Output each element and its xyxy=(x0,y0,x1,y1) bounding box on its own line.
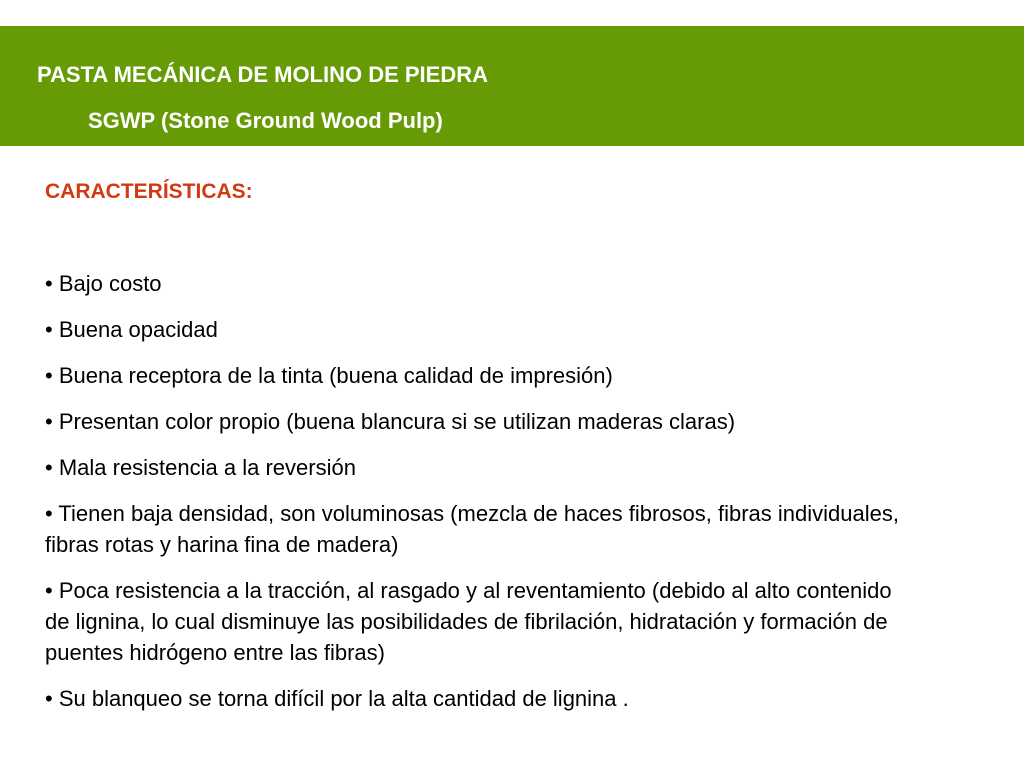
bullet-item: • Mala resistencia a la reversión xyxy=(45,455,356,480)
bullet-item: • Buena opacidad xyxy=(45,317,218,342)
bullet-item: • Su blanqueo se torna difícil por la alta cantidad de lignina . xyxy=(45,686,629,711)
slide-title: PASTA MECÁNICA DE MOLINO DE PIEDRA xyxy=(37,62,489,87)
bullet-item: • Bajo costo xyxy=(45,271,162,296)
bullet-item: • Poca resistencia a la tracción, al rasgado y al reventamiento (debido al alto contenido de lignina, lo cual disminuye las posibilidades de fibrilación, hidratación y formación de puentes hidrógeno entre las fibras) xyxy=(45,578,892,665)
slide-subtitle: SGWP (Stone Ground Wood Pulp) xyxy=(88,108,443,133)
section-heading: CARACTERÍSTICAS: xyxy=(45,180,253,203)
bullet-item: • Buena receptora de la tinta (buena calidad de impresión) xyxy=(45,363,613,388)
bullet-list xyxy=(45,268,905,729)
bullet-item: • Tienen baja densidad, son voluminosas (mezcla de haces fibrosos, fibras individuales, fibras rotas y harina fina de madera) xyxy=(45,501,899,557)
bullet-item: • Presentan color propio (buena blancura si se utilizan maderas claras) xyxy=(45,409,736,434)
